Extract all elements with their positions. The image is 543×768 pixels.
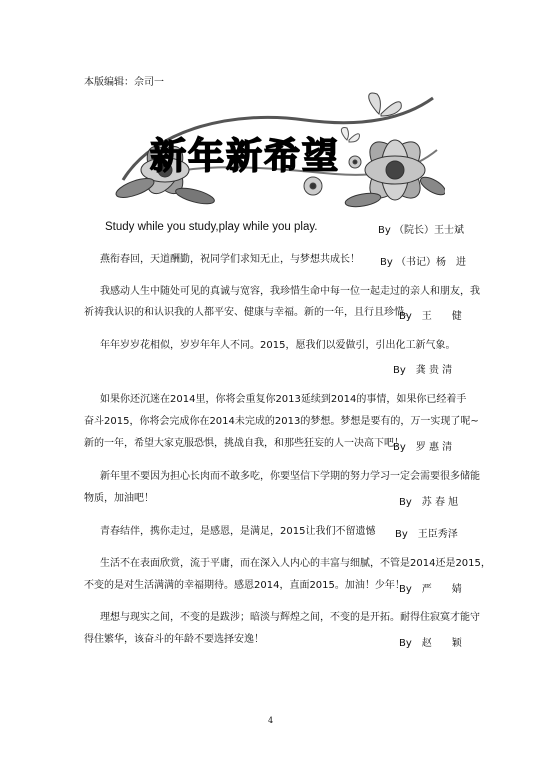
butterfly-icon bbox=[369, 93, 402, 116]
message-text: 物质，加油吧！ bbox=[84, 493, 154, 504]
message-signature: By （书记）杨 进 bbox=[380, 257, 466, 268]
page-number: 4 bbox=[268, 716, 274, 725]
message-text: 得住繁华，该奋斗的年龄不要选择安逸！ bbox=[84, 634, 264, 645]
message-text: 燕衔春回，天道酬勤，祝同学们求知无止，与梦想共成长！ bbox=[100, 254, 360, 265]
banner-title: 新年新希望 bbox=[150, 136, 341, 177]
message-signature: By （院长）王士斌 bbox=[378, 225, 464, 236]
message-signature: By 龚 贵 清 bbox=[393, 365, 453, 376]
message-text: Study while you study,play while you play. bbox=[105, 221, 318, 233]
message-text: 新年里不要因为担心长肉而不敢多吃，你要坚信下学期的努力学习一定会需要很多储能 bbox=[100, 471, 480, 482]
message-signature: By 王臣秀泽 bbox=[395, 529, 458, 540]
message-text: 生活不在表面欣赏，流于平庸，而在深入人内心的丰富与细腻，不管是2014还是2015， bbox=[100, 558, 491, 569]
message-text: 理想与现实之间，不变的是跋涉；暗淡与辉煌之间，不变的是开拓。耐得住寂寞才能守 bbox=[100, 612, 480, 623]
message-signature: By 严 婧 bbox=[399, 584, 462, 595]
message-signature: By 赵 颖 bbox=[399, 638, 462, 649]
message-text: 新的一年，希望大家克服恐惧，挑战自我，和那些狂妄的人一决高下吧！ bbox=[84, 438, 404, 449]
message-signature: By 罗 惠 清 bbox=[393, 442, 453, 453]
message-text: 如果你还沉迷在2014里，你将会重复你2013延续到2014的事情，如果你已经着手 bbox=[100, 394, 467, 405]
flower-icon bbox=[344, 134, 445, 209]
message-text: 青春结伴，携你走过，是感恩，是满足，2015让我们不留遗憾 bbox=[100, 526, 376, 537]
message-text: 奋斗2015，你将会完成你在2014未完成的2013的梦想。梦想是要有的，万一实现了呢~ bbox=[84, 416, 479, 427]
message-text: 祈祷我认识的和认识我的人都平安、健康与幸福。新的一年，且行且珍惜。 bbox=[84, 307, 414, 318]
message-text: 年年岁岁花相似，岁岁年年人不同。2015，愿我们以爱做引，引出化工新气象。 bbox=[100, 340, 456, 351]
message-signature: By 王 健 bbox=[399, 311, 462, 322]
message-text: 我感动人生中随处可见的真诚与宽容，我珍惜生命中每一位一起走过的亲人和朋友，我 bbox=[100, 286, 480, 297]
message-signature: By 苏 春 旭 bbox=[399, 497, 459, 508]
editor-credit: 本版编辑：佘司一 bbox=[84, 77, 164, 88]
message-text: 不变的是对生活满满的幸福期待。感恩2014，直面2015。加油！少年！ bbox=[84, 580, 405, 591]
